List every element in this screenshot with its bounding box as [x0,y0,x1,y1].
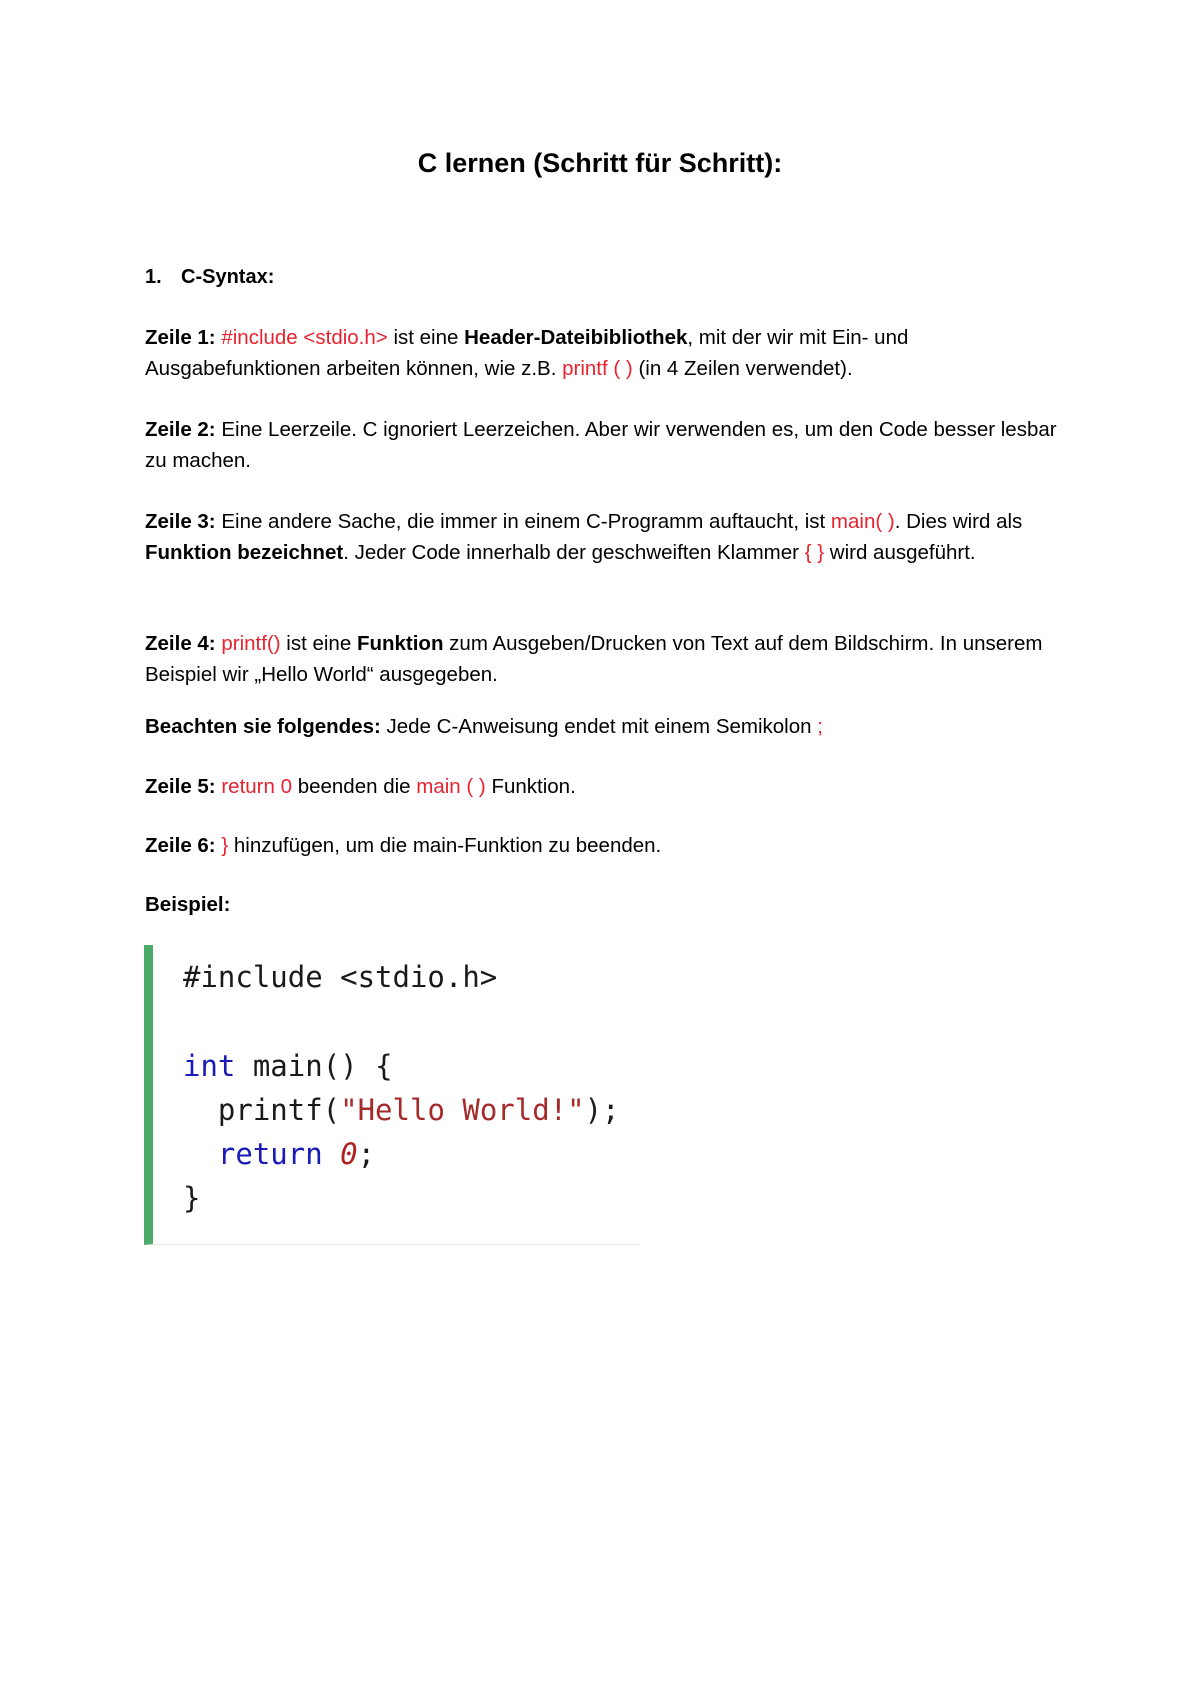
code-text: main() { [235,1049,393,1083]
paragraph-zeile-2 [145,414,1065,476]
text: . Dies wird als [894,510,1023,533]
zeile-label: Zeile 6: [145,834,216,857]
code-line-4 [183,1137,375,1171]
code-text: printf( [183,1093,341,1127]
string-literal: "Hello World!" [340,1093,585,1127]
zeile-label: Zeile 4: [145,632,216,655]
zeile-label: Zeile 2: [145,418,216,441]
text: Jede C-Anweisung endet mit einem Semikolon [380,715,818,738]
section-number: 1. [145,266,162,288]
paragraph-zeile-5 [145,771,1065,802]
section-title: C-Syntax: [181,266,275,288]
code-printf: printf() [221,632,281,655]
text: ist eine [387,326,465,349]
code-main: main( ) [830,510,895,533]
code-text: ); [584,1093,620,1127]
zeile-label: Zeile 3: [145,510,216,533]
code-text: ; [357,1137,376,1171]
bold-term: Funktion bezeichnet [145,541,344,564]
text: Funktion. [485,775,576,798]
code-line-1: #include <stdio.h> [183,960,498,994]
paragraph-zeile-4 [145,628,1065,690]
paragraph-zeile-6 [145,830,1065,861]
zeile-label: Zeile 1: [145,326,216,349]
number-literal: 0 [340,1137,358,1171]
code-braces: { } [804,541,825,564]
text: Eine Leerzeile. C ignoriert Leerzeichen. Aber wir verwenden es, um den Code besser lesbar zu machen. [145,418,1057,472]
text: , mit der wir mit Ein- und Ausgabefunktionen arbeiten können, wie z.B. [145,326,909,380]
code-example-block [144,945,640,1245]
bold-term: Funktion [356,632,444,655]
code-line-2 [183,1049,393,1083]
paragraph-note [145,711,1065,742]
text: wird ausgeführt. [824,541,976,564]
code-semicolon: ; [817,715,823,738]
code-main: main ( ) [416,775,486,798]
text: ist eine [280,632,357,655]
keyword-return: return [183,1137,323,1171]
text: Eine andere Sache, die immer in einem C-Programm auftaucht, ist [215,510,831,533]
zeile-label: Zeile 5: [145,775,216,798]
paragraph-zeile-1 [145,322,1065,384]
code-text [323,1137,340,1171]
code-include: #include <stdio.h> [221,326,388,349]
beispiel-label: Beispiel: [145,893,231,916]
text: hinzufügen, um die main-Funktion zu beenden. [228,834,662,857]
text: (in 4 Zeilen verwendet). [632,357,853,380]
code-line-5: } [183,1181,201,1215]
note-label: Beachten sie folgendes: [145,715,381,738]
section-heading [145,266,274,289]
page-title: C lernen (Schritt für Schritt): [417,148,783,178]
code-line-3 [183,1093,620,1127]
text: . Jeder Code innerhalb der geschweiften Klammer [343,541,805,564]
text: zum Ausgeben/Drucken von Text auf dem Bildschirm. In unserem Beispiel wir „Hello World“ ausgegeben. [145,632,1043,686]
code-closing-brace: } [221,834,229,857]
bold-term: Header-Dateibibliothek [464,326,688,349]
code-return: return 0 [221,775,292,798]
keyword-int: int [183,1049,236,1083]
text: beenden die [292,775,417,798]
paragraph-zeile-3 [145,506,1065,568]
code-printf: printf ( ) [562,357,633,380]
